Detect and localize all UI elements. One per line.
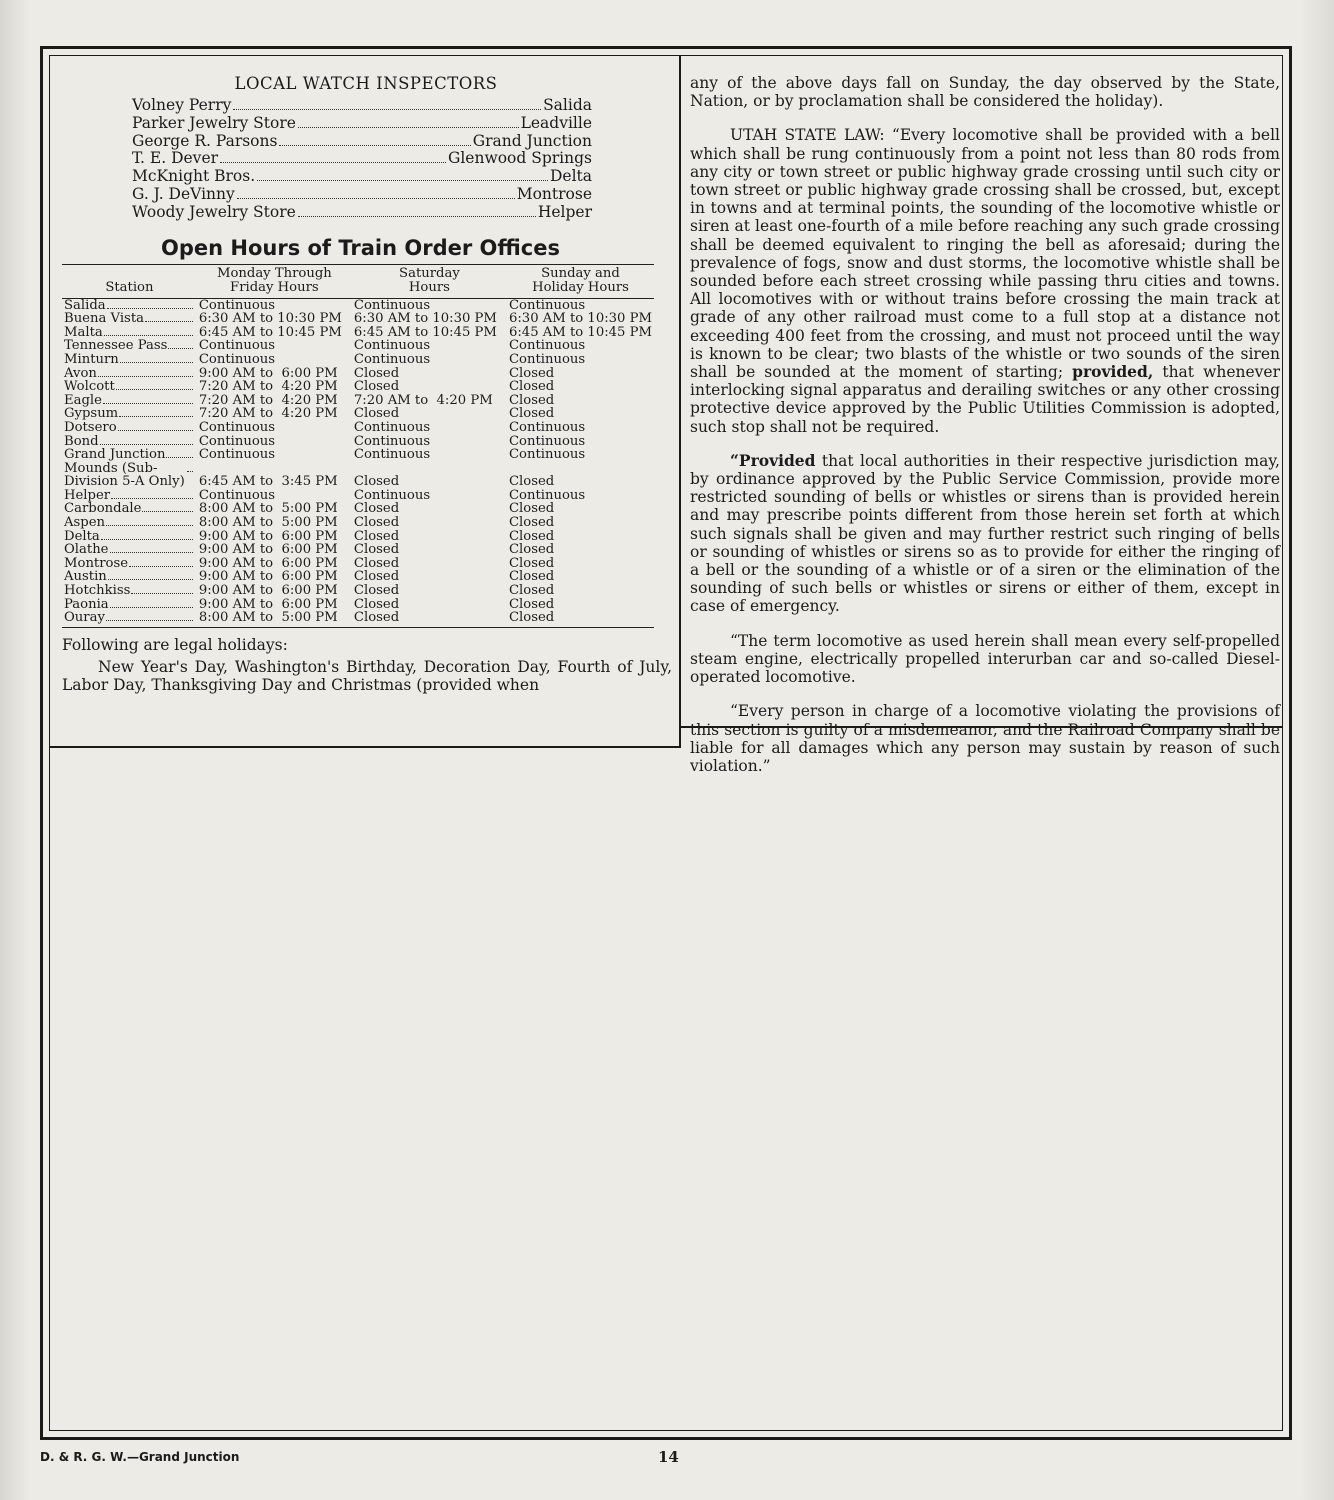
- utah-law-paragraph: [690, 126, 1280, 435]
- leader-dots: [298, 216, 536, 217]
- weekday-hours-cell: Continuous: [198, 487, 276, 503]
- saturday-hours-cell: Closed: [353, 365, 400, 381]
- inspector-city: Leadville: [520, 113, 592, 132]
- station-wrap: [64, 299, 195, 313]
- sunday-hours-cell: Closed: [508, 365, 555, 381]
- saturday-hours-cell: Continuous: [353, 351, 431, 367]
- station-name: Carbondale: [64, 501, 142, 517]
- table-row: [62, 557, 654, 571]
- locomotive-definition-paragraph: “The term locomotive as used herein shall mean every self-propelled steam engine, electrically propelled interurban car and so-called Diesel-operated locomotive.: [690, 631, 1280, 687]
- sunday-hours-cell: Continuous: [508, 297, 586, 313]
- station-name: Helper: [64, 487, 111, 503]
- saturday-hours-cell: Closed: [353, 406, 400, 422]
- inspector-name: T. E. Dever: [132, 149, 219, 168]
- station-cell: [62, 435, 197, 449]
- station-wrap: [64, 312, 195, 326]
- station-cell: [62, 448, 197, 462]
- station-wrap: [64, 353, 195, 367]
- saturday-hours-cell: Closed: [353, 555, 400, 571]
- station-name: Malta: [64, 324, 103, 340]
- station-name: Grand Junction: [64, 447, 166, 463]
- inspector-row: [132, 97, 592, 115]
- inspector-name: Woody Jewelry Store: [132, 202, 296, 221]
- leader-dots: [168, 348, 192, 349]
- utah-law-text: UTAH STATE LAW: “Every locomotive shall be provided with a bell which shall be rung continuously from a point not less than 80 rods from any city or town street or public highway grade crossing until such city or town street or public highway grade crossing shall be crossed, but, except in towns and at terminal points, the sounding of the locomotive whistle or siren at least one-fourth of a mile before reaching any such grade crossing shall be deemed equivalent to ringing the bell as aforesaid; during the prevalence of fogs, snow and dust storms, the locomotive whistle shall be sounded before each street crossing while passing thru cities and towns. All locomotives with or without trains before crossing the main track at grade of any other railroad must come to a full stop at a distance not exceeding 400 feet from the crossing, and must not proceed until the way is known to be clear; two blasts of the whistle or two sounds of the siren shall be sounded at the moment of starting;: [690, 126, 1280, 382]
- station-cell: [62, 394, 197, 408]
- page-inner-border: [49, 55, 1283, 1431]
- station-name: Olathe: [64, 542, 109, 558]
- weekday-hours-cell: 8:00 AM to 5:00 PM: [198, 515, 338, 531]
- leader-dots: [120, 362, 193, 363]
- local-authorities-text: that local authorities in their respective jurisdiction may, by ordinance approved by the Public Service Commission, provide more restricted sounding of bells or whistles or sirens than is provided herein and may prescribe points different from those herein set forth at which such signals shall be given and may further restrict such ringing of bells or sounding of whistles or sirens so as to provide for either the ringing of a bell or the sounding of a whistle or of a siren or the elimination of the sounding of such bells or whistles or sirens or either of them, except in case of emergency.: [690, 451, 1280, 616]
- leader-dots: [298, 127, 519, 128]
- leader-dots: [104, 335, 193, 336]
- header-weekday: Monday Through Friday Hours: [197, 264, 352, 298]
- table-row: [62, 598, 654, 612]
- saturday-hours-cell: Closed: [353, 596, 400, 612]
- weekday-hours-cell: 6:45 AM to 3:45 PM: [198, 474, 338, 490]
- sunday-hours-cell: Closed: [508, 392, 555, 408]
- saturday-hours-cell: Closed: [352, 611, 507, 627]
- saturday-hours-cell: Continuous: [353, 447, 431, 463]
- station-wrap: [64, 448, 195, 462]
- station-cell: [62, 543, 197, 557]
- weekday-hours-cell: 9:00 AM to 6:00 PM: [198, 542, 338, 558]
- holidays-text: New Year's Day, Washington's Birthday, Decoration Day, Fourth of July, Labor Day, Thanksgiving Day and Christmas (provided when: [62, 657, 672, 694]
- saturday-hours-cell: Continuous: [353, 487, 431, 503]
- table-row: [62, 339, 654, 353]
- inspector-row: [132, 168, 592, 186]
- leader-dots: [110, 552, 193, 553]
- station-wrap: [64, 326, 195, 340]
- inspector-row: [132, 204, 592, 222]
- leader-dots: [187, 471, 193, 472]
- weekday-hours-cell: Continuous: [198, 419, 276, 435]
- leader-dots: [108, 579, 193, 580]
- leader-dots: [145, 321, 193, 322]
- station-name: Hotchkiss: [64, 583, 131, 599]
- weekday-hours-cell: 6:45 AM to 10:45 PM: [198, 324, 342, 340]
- station-cell: [62, 462, 197, 489]
- page-number: 14: [658, 1448, 679, 1466]
- saturday-hours-cell: Closed: [353, 515, 400, 531]
- sunday-hours-cell: Closed: [508, 569, 555, 585]
- table-row: [62, 462, 654, 489]
- leader-dots: [131, 593, 192, 594]
- table-row: [62, 326, 654, 340]
- weekday-hours-cell: Continuous: [198, 351, 276, 367]
- station-cell: [62, 516, 197, 530]
- station-cell: [62, 611, 197, 627]
- table-row: [62, 394, 654, 408]
- weekday-hours-cell: 8:00 AM to 5:00 PM: [198, 501, 338, 517]
- inspector-row: [132, 133, 592, 151]
- station-name: Paonia: [64, 596, 109, 612]
- station-wrap: [64, 557, 195, 571]
- right-column: [690, 74, 1280, 791]
- inspector-city: Salida: [543, 96, 592, 114]
- leader-dots: [279, 145, 470, 146]
- station-wrap: [64, 380, 195, 394]
- station-wrap: [64, 611, 195, 625]
- table-row: [62, 435, 654, 449]
- station-cell: [62, 312, 197, 326]
- table-row: [62, 448, 654, 462]
- station-wrap: [64, 407, 195, 421]
- sunday-hours-cell: Continuous: [508, 351, 586, 367]
- station-cell: [62, 598, 197, 612]
- sunday-hours-cell: Continuous: [508, 487, 586, 503]
- table-row: [62, 298, 654, 312]
- leader-dots: [257, 180, 548, 181]
- saturday-hours-cell: 7:20 AM to 4:20 PM: [353, 392, 493, 408]
- footer-railroad: D. & R. G. W.—Grand Junction: [40, 1450, 240, 1464]
- station-name: Austin: [64, 569, 107, 585]
- station-name: Minturn: [64, 351, 119, 367]
- station-name: Eagle: [64, 392, 102, 408]
- station-wrap: [64, 435, 195, 449]
- inspector-city: Montrose: [516, 184, 592, 203]
- saturday-hours-cell: Closed: [353, 569, 400, 585]
- station-cell: [62, 353, 197, 367]
- sunday-hours-cell: 6:30 AM to 10:30 PM: [508, 311, 652, 327]
- inspector-name: George R. Parsons: [132, 131, 278, 150]
- station-name: Wolcott: [64, 379, 115, 395]
- station-wrap: [64, 530, 195, 544]
- saturday-hours-cell: Continuous: [353, 338, 431, 354]
- saturday-hours-cell: Continuous: [353, 433, 431, 449]
- sunday-hours-cell: Closed: [508, 528, 555, 544]
- station-cell: [62, 502, 197, 516]
- saturday-hours-cell: Closed: [353, 542, 400, 558]
- sunday-hours-cell: Continuous: [508, 433, 586, 449]
- header-station: Station: [62, 264, 197, 298]
- weekday-hours-cell: Continuous: [198, 447, 276, 463]
- holiday-continuation: any of the above days fall on Sunday, the day observed by the State, Nation, or by proclamation shall be considered the holiday).: [690, 74, 1280, 111]
- table-row: [62, 530, 654, 544]
- leader-dots: [98, 376, 193, 377]
- train-offices-table: [62, 264, 654, 628]
- weekday-hours-cell: 8:00 AM to 5:00 PM: [197, 611, 352, 627]
- saturday-hours-cell: 6:45 AM to 10:45 PM: [353, 324, 497, 340]
- saturday-hours-cell: Closed: [353, 501, 400, 517]
- sunday-hours-cell: Continuous: [508, 419, 586, 435]
- leader-dots: [106, 620, 193, 621]
- inspector-name: Volney Perry: [132, 96, 232, 114]
- sunday-hours-cell: Continuous: [508, 447, 586, 463]
- station-name: Aspen: [64, 515, 106, 531]
- weekday-hours-cell: 9:00 AM to 6:00 PM: [198, 583, 338, 599]
- table-row: [62, 489, 654, 503]
- leader-dots: [166, 457, 192, 458]
- station-name: Montrose: [64, 555, 129, 571]
- saturday-hours-cell: Closed: [353, 583, 400, 599]
- table-row: [62, 367, 654, 381]
- leader-dots: [116, 389, 193, 390]
- table-row: [62, 543, 654, 557]
- leader-dots: [111, 498, 193, 499]
- table-row: [62, 353, 654, 367]
- table-row: [62, 570, 654, 584]
- sunday-hours-cell: Closed: [508, 596, 555, 612]
- weekday-hours-cell: 6:30 AM to 10:30 PM: [198, 311, 342, 327]
- violation-paragraph: “Every person in charge of a locomotive violating the provisions of this section is guilty of a misdemeanor, and the Railroad Company shall be liable for all damages which any person may sustain by reason of such violation.”: [690, 702, 1280, 775]
- station-name: Ouray: [64, 610, 105, 626]
- table-header-row: [62, 264, 654, 298]
- weekday-hours-cell: Continuous: [198, 433, 276, 449]
- table-row: [62, 407, 654, 421]
- leader-dots: [142, 511, 192, 512]
- sunday-hours-cell: Closed: [508, 583, 555, 599]
- saturday-hours-cell: Closed: [353, 379, 400, 395]
- column-divider: [679, 56, 681, 746]
- weekday-hours-cell: 9:00 AM to 6:00 PM: [198, 365, 338, 381]
- station-cell: [62, 326, 197, 340]
- table-row: [62, 584, 654, 598]
- station-wrap: [64, 462, 195, 489]
- station-cell: [62, 557, 197, 571]
- station-cell: [62, 380, 197, 394]
- leader-dots: [103, 403, 193, 404]
- watch-inspectors-list: [132, 97, 592, 222]
- inspector-name: G. J. DeVinny: [132, 184, 235, 203]
- sunday-hours-cell: Closed: [508, 515, 555, 531]
- sunday-hours-cell: 6:45 AM to 10:45 PM: [508, 324, 652, 340]
- weekday-hours-cell: 7:20 AM to 4:20 PM: [198, 392, 338, 408]
- utah-law-tail: that whenever interlocking signal apparatus and derailing switches or any other crossing protective device approved by the Public Utilities Commission is adopted, such stop shall not be required.: [690, 363, 1280, 436]
- leader-dots: [233, 109, 541, 110]
- sunday-hours-cell: Continuous: [508, 338, 586, 354]
- table-row: [62, 380, 654, 394]
- watch-inspectors-title: LOCAL WATCH INSPECTORS: [234, 74, 498, 93]
- leader-dots: [106, 525, 193, 526]
- station-wrap: [64, 598, 195, 612]
- station-cell: [62, 421, 197, 435]
- holidays-intro: Following are legal holidays:: [62, 635, 288, 654]
- station-name: Bond: [64, 433, 99, 449]
- station-wrap: [64, 367, 195, 381]
- station-wrap: [64, 570, 195, 584]
- table-row: [62, 312, 654, 326]
- provided-bold-2: “Provided: [730, 450, 816, 470]
- header-saturday: Saturday Hours: [352, 264, 507, 298]
- station-cell: [62, 298, 197, 312]
- inspector-name: Parker Jewelry Store: [132, 113, 296, 132]
- sunday-hours-cell: Closed: [508, 501, 555, 517]
- local-authorities-paragraph: [690, 452, 1280, 616]
- station-name: Buena Vista: [64, 311, 144, 327]
- sunday-hours-cell: Closed: [507, 611, 654, 627]
- leader-dots: [101, 539, 193, 540]
- station-wrap: [64, 394, 195, 408]
- inspector-name: McKnight Bros.: [132, 167, 256, 186]
- station-name: Mounds (Sub-Division 5-A Only): [64, 460, 185, 490]
- leader-dots: [107, 308, 193, 309]
- station-name: Salida: [64, 297, 106, 313]
- leader-dots: [129, 566, 193, 567]
- station-cell: [62, 489, 197, 503]
- saturday-hours-cell: Continuous: [353, 419, 431, 435]
- header-sunday: Sunday and Holiday Hours: [507, 264, 654, 298]
- page-border: [40, 46, 1292, 1440]
- table-row: [62, 502, 654, 516]
- station-name: Delta: [64, 528, 100, 544]
- saturday-hours-cell: Continuous: [353, 297, 431, 313]
- station-wrap: [64, 502, 195, 516]
- weekday-hours-cell: 7:20 AM to 4:20 PM: [198, 406, 338, 422]
- station-cell: [62, 584, 197, 598]
- station-name: Tennessee Pass: [64, 338, 168, 354]
- table-row: [62, 611, 654, 627]
- leader-dots: [110, 607, 193, 608]
- station-wrap: [64, 543, 195, 557]
- weekday-hours-cell: 9:00 AM to 6:00 PM: [198, 596, 338, 612]
- weekday-hours-cell: 9:00 AM to 6:00 PM: [198, 555, 338, 571]
- station-cell: [62, 530, 197, 544]
- leader-dots: [237, 198, 515, 199]
- station-cell: [62, 339, 197, 353]
- station-cell: [62, 407, 197, 421]
- sunday-hours-cell: Closed: [508, 406, 555, 422]
- station-name: Gypsum: [64, 406, 119, 422]
- leader-dots: [220, 162, 446, 163]
- sunday-hours-cell: Closed: [508, 542, 555, 558]
- inspector-city: Delta: [549, 167, 592, 186]
- saturday-hours-cell: 6:30 AM to 10:30 PM: [353, 311, 497, 327]
- station-wrap: [64, 421, 195, 435]
- sunday-hours-cell: Closed: [508, 474, 555, 490]
- leader-dots: [100, 444, 193, 445]
- station-cell: [62, 367, 197, 381]
- station-wrap: [64, 516, 195, 530]
- provided-bold: provided,: [1072, 362, 1154, 382]
- train-offices-title: Open Hours of Train Order Offices: [161, 235, 560, 260]
- inspector-row: [132, 150, 592, 168]
- leader-dots: [118, 430, 193, 431]
- train-offices-body: [62, 298, 654, 627]
- station-cell: [62, 570, 197, 584]
- leader-dots: [119, 416, 193, 417]
- weekday-hours-cell: Continuous: [198, 338, 276, 354]
- table-row: [62, 421, 654, 435]
- sunday-hours-cell: Closed: [508, 555, 555, 571]
- station-name: Avon: [64, 365, 97, 381]
- inspector-city: Helper: [537, 202, 592, 221]
- saturday-hours-cell: Closed: [353, 474, 400, 490]
- inspector-row: [132, 115, 592, 133]
- table-row: [62, 516, 654, 530]
- left-column: [60, 74, 672, 694]
- left-section-rule: [50, 746, 681, 748]
- weekday-hours-cell: Continuous: [198, 297, 276, 313]
- sunday-hours-cell: Closed: [508, 379, 555, 395]
- inspector-row: [132, 186, 592, 204]
- station-wrap: [64, 339, 195, 353]
- station-wrap: [64, 489, 195, 503]
- saturday-hours-cell: Closed: [353, 528, 400, 544]
- weekday-hours-cell: 7:20 AM to 4:20 PM: [198, 379, 338, 395]
- inspector-city: Grand Junction: [472, 131, 592, 150]
- inspector-city: Glenwood Springs: [447, 149, 592, 168]
- weekday-hours-cell: 9:00 AM to 6:00 PM: [198, 569, 338, 585]
- station-wrap: [64, 584, 195, 598]
- weekday-hours-cell: 9:00 AM to 6:00 PM: [198, 528, 338, 544]
- station-name: Dotsero: [64, 419, 117, 435]
